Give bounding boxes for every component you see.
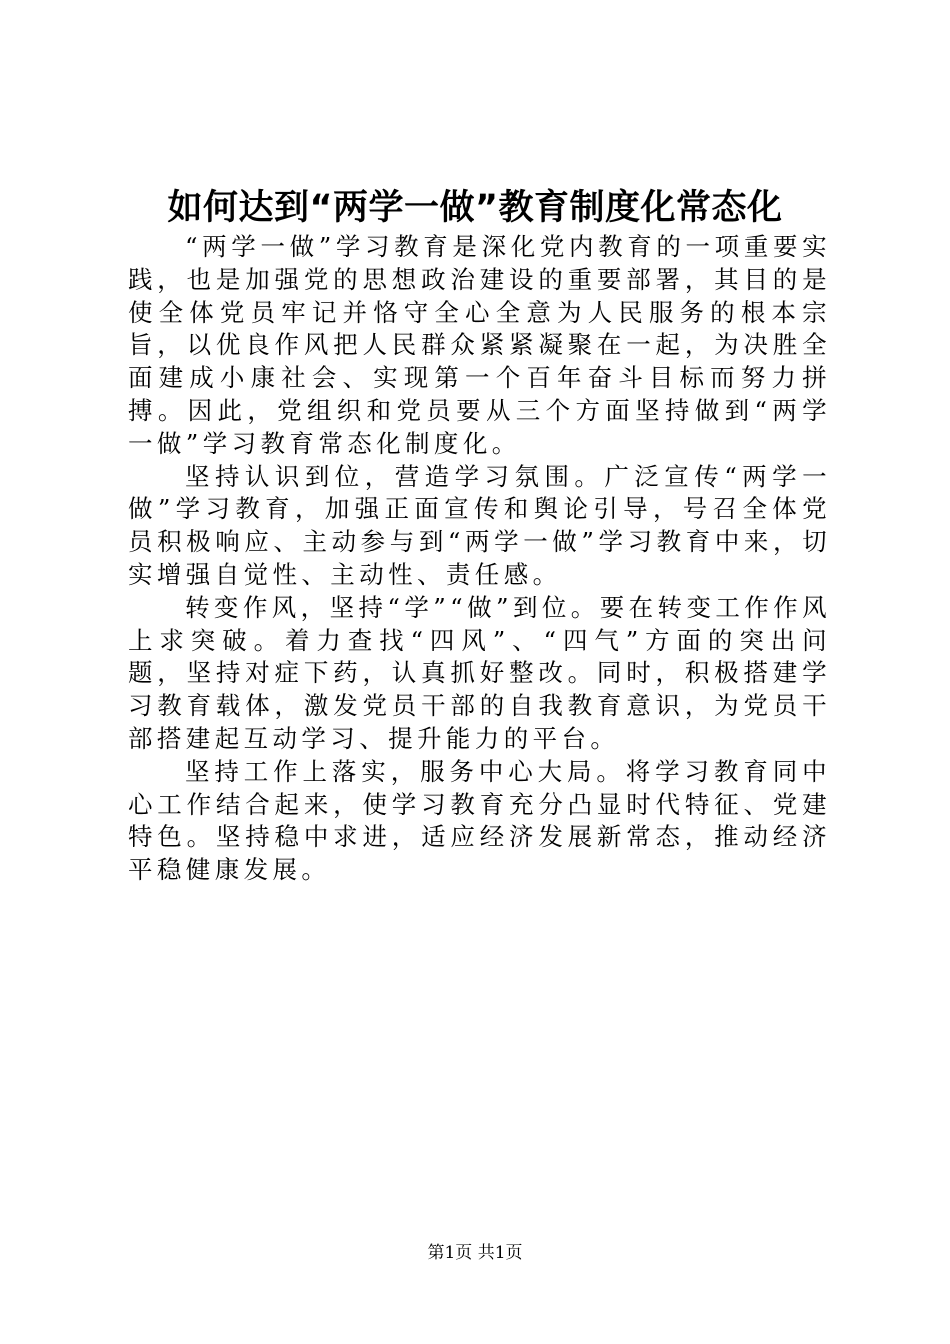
paragraph-3: 转变作风，坚持“学”“做”到位。要在转变工作作风上求突破。着力查找“四风”、“四气”方面的突出问题，坚持对症下药，认真抓好整改。同时，积极搭建学习教育载体，激发党员干部的自我教育意识，为党员干部搭建起互动学习、提升能力的平台。 bbox=[128, 592, 831, 753]
document-title: 如何达到“两学一做”教育制度化常态化 bbox=[167, 188, 783, 228]
paragraph-2: 坚持认识到位，营造学习氛围。广泛宣传“两学一做”学习教育，加强正面宣传和舆论引导，号召全体党员积极响应、主动参与到“两学一做”学习教育中来，切实增强自觉性、主动性、责任感。 bbox=[128, 461, 831, 589]
paragraph-1: “两学一做”学习教育是深化党内教育的一项重要实践，也是加强党的思想政治建设的重要部署，其目的是使全体党员牢记并恪守全心全意为人民服务的根本宗旨，以优良作风把人民群众紧紧凝聚在一起，为决胜全面建成小康社会、实现第一个百年奋斗目标而努力拼搏。因此，党组织和党员要从三个方面坚持做到“两学一做”学习教育常态化制度化。 bbox=[128, 232, 831, 458]
paragraph-4: 坚持工作上落实，服务中心大局。将学习教育同中心工作结合起来，使学习教育充分凸显时代特征、党建特色。坚持稳中求进，适应经济发展新常态，推动经济平稳健康发展。 bbox=[128, 756, 831, 885]
page-number-footer: 第1页 共1页 bbox=[427, 1243, 523, 1263]
document-body bbox=[128, 231, 831, 887]
